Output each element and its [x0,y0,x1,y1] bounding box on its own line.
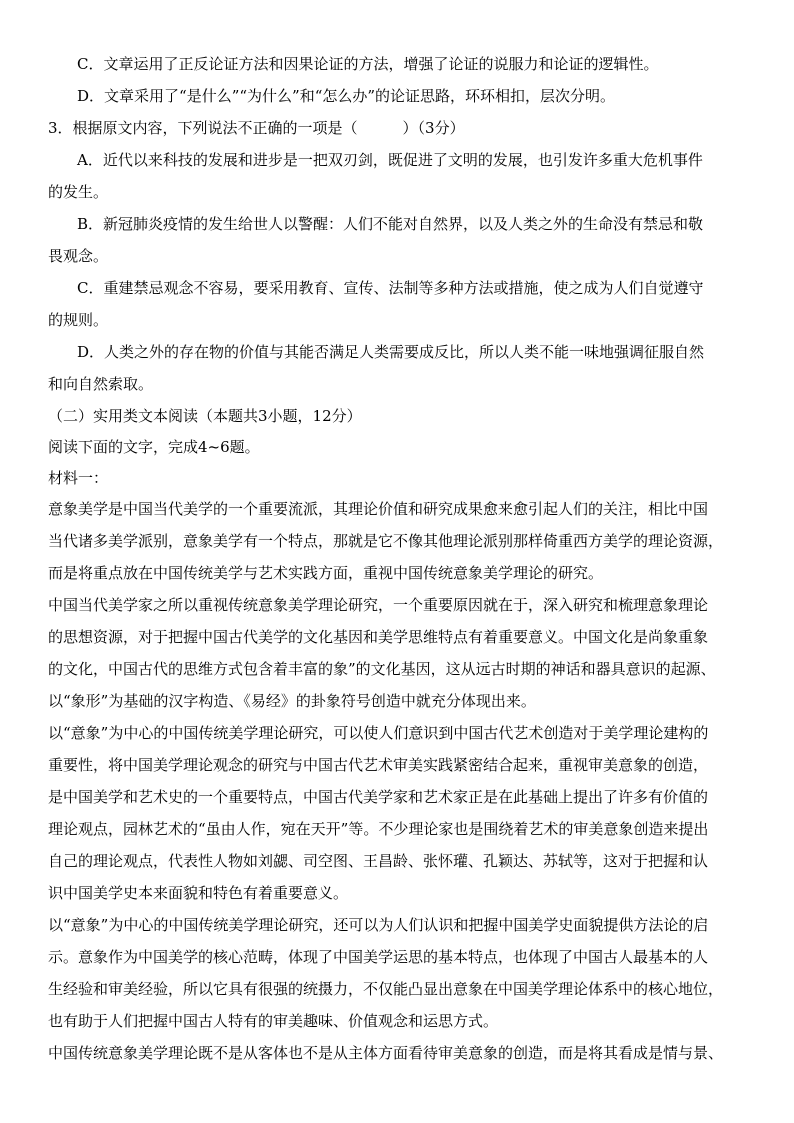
paragraph-5-line-1: 中国传统意象美学理论既不是从客体也不是从主体方面看待审美意象的创造，而是将其看成是情与景、 [48,1044,724,1062]
paragraph-2-line-2: 的思想资源，对于把握中国古代美学的文化基因和美学思维特点有着重要意义。中国文化是尚象重象 [48,628,709,646]
q3-option-d-line-1: D．人类之外的存在物的价值与其能否满足人类需要成反比，所以人类不能一味地强调征服自然 [77,343,705,361]
q3-option-c-line-2: 的规则。 [48,311,109,329]
option-d-line: D．文章采用了“是什么”“为什么”和“怎么办”的论证思路，环环相扣，层次分明。 [77,87,616,105]
paragraph-4-line-3: 生经验和审美经验，所以它具有很强的统摄力，不仅能凸显出意象在中国美学理论体系中的核心地位， [48,980,724,998]
option-c-line: C．文章运用了正反论证方法和因果论证的方法，增强了论证的说服力和论证的逻辑性。 [77,55,659,73]
paragraph-4-line-4: 也有助于人们把握中国古人特有的审美趣味、价值观念和运思方式。 [48,1012,499,1030]
q3-option-a-line-2: 的发生。 [48,183,109,201]
question-3: 3．根据原文内容，下列说法不正确的一项是（ ）（3分） [48,119,465,137]
q3-option-d-line-2: 和向自然索取。 [48,375,154,393]
paragraph-2-line-3: 的文化，中国古代的思维方式包含着丰富的象”的文化基因，这从远古时期的神话和器具意识的起源、 [48,660,716,678]
paragraph-3-line-6: 识中国美学史本来面貌和特色有着重要意义。 [48,884,349,902]
section-heading: （二）实用类文本阅读（本题共3小题，12分） [48,407,362,425]
paragraph-4-line-2: 示。意象作为中国美学的核心范畴，体现了中国美学运思的基本特点，也体现了中国古人最基本的人 [48,948,709,966]
reading-instruction: 阅读下面的文字，完成4~6题。 [48,438,260,456]
paragraph-2-line-1: 中国当代美学家之所以重视传统意象美学理论研究，一个重要原因就在于，深入研究和梳理意象理论 [48,596,709,614]
paragraph-1-line-3: 而是将重点放在中国传统美学与艺术实践方面，重视中国传统意象美学理论的研究。 [48,564,604,582]
q3-option-a-line-1: A．近代以来科技的发展和进步是一把双刃剑，既促进了文明的发展，也引发许多重大危机事件 [77,151,703,169]
paragraph-3-line-5: 自己的理论观点，代表性人物如刘勰、司空图、王昌龄、张怀瓘、孔颖达、苏轼等，这对于把握和认 [48,852,709,870]
paragraph-3-line-1: 以“意象”为中心的中国传统美学理论研究，可以使人们意识到中国古代艺术创造对于美学理论建构的 [48,724,709,742]
q3-option-b-line-2: 畏观念。 [48,247,109,265]
q3-option-c-line-1: C．重建禁忌观念不容易，要采用教育、宣传、法制等多种方法或措施，使之成为人们自觉遵守 [77,279,704,297]
paragraph-1-line-2: 当代诸多美学派别，意象美学有一个特点，那就是它不像其他理论派别那样倚重西方美学的理论资源， [48,532,724,550]
paragraph-2-line-4: 以“象形”为基础的汉字构造、《易经》的卦象符号创造中就充分体现出来。 [48,692,536,710]
paragraph-3-line-2: 重要性，将中国美学理论观念的研究与中国古代艺术审美实践紧密结合起来，重视审美意象的创造， [48,756,709,774]
material-label: 材料一： [48,469,109,487]
paragraph-1-line-1: 意象美学是中国当代美学的一个重要流派，其理论价值和研究成果愈来愈引起人们的关注，相比中国 [48,500,709,518]
paragraph-4-line-1: 以“意象”为中心的中国传统美学理论研究，还可以为人们认识和把握中国美学史面貌提供方法论的启 [48,916,709,934]
q3-option-b-line-1: B．新冠肺炎疫情的发生给世人以警醒：人们不能对自然界，以及人类之外的生命没有禁忌和敬 [77,215,704,233]
paragraph-3-line-4: 理论观点，园林艺术的“虽由人作，宛在天开”等。不少理论家也是围绕着艺术的审美意象创造来提出 [48,820,709,838]
paragraph-3-line-3: 是中国美学和艺术史的一个重要特点，中国古代美学家和艺术家正是在此基础上提出了许多有价值的 [48,788,709,806]
